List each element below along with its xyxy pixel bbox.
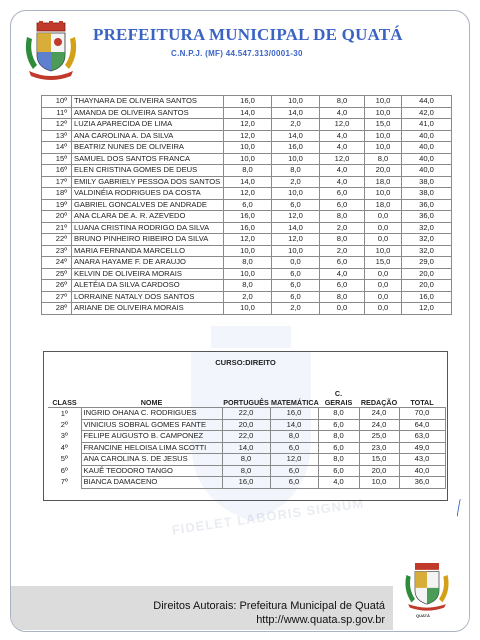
- name-cell: ALETÉIA DA SILVA CARDOSO: [72, 280, 224, 292]
- table-row: [48, 454, 445, 466]
- score-cell: 14,0: [272, 222, 320, 234]
- score-cell: 22,0: [222, 408, 270, 420]
- score-cell: 12,0: [272, 234, 320, 246]
- score-cell: 6,0: [320, 188, 365, 200]
- total-cell: 63,0: [399, 431, 445, 443]
- score-cell: 8,0: [318, 431, 359, 443]
- header-total: TOTAL: [410, 398, 434, 407]
- table-row: [42, 268, 452, 280]
- score-cell: 6,0: [320, 280, 365, 292]
- score-cell: 16,0: [272, 142, 320, 154]
- score-cell: 24,0: [359, 408, 399, 420]
- header-nome: NOME: [140, 398, 163, 407]
- total-cell: 16,0: [402, 291, 452, 303]
- score-cell: 0,0: [365, 268, 402, 280]
- table-row: [42, 96, 452, 108]
- score-cell: 8,0: [224, 257, 272, 269]
- score-cell: 8,0: [320, 211, 365, 223]
- score-cell: 12,0: [272, 211, 320, 223]
- score-cell: 6,0: [318, 419, 359, 431]
- score-cell: 4,0: [320, 107, 365, 119]
- score-cell: 14,0: [270, 419, 318, 431]
- header-class: CLASS: [52, 398, 77, 407]
- score-cell: 10,0: [272, 153, 320, 165]
- total-cell: 29,0: [402, 257, 452, 269]
- document-frame: [10, 10, 470, 632]
- score-cell: 12,0: [320, 119, 365, 131]
- score-cell: 14,0: [222, 442, 270, 454]
- name-cell: ANA CAROLINA A. DA SILVA: [72, 130, 224, 142]
- score-cell: 4,0: [320, 165, 365, 177]
- score-cell: 14,0: [272, 130, 320, 142]
- name-cell: BIANCA DAMACENO: [81, 477, 222, 489]
- name-cell: LUZIA APARECIDA DE LIMA: [72, 119, 224, 131]
- score-cell: 18,0: [365, 199, 402, 211]
- pen-mark: [456, 499, 463, 517]
- name-cell: SAMUEL DOS SANTOS FRANCA: [72, 153, 224, 165]
- header-cgerais-line2: GERAIS: [324, 398, 353, 407]
- header-redacao: REDAÇÃO: [360, 398, 398, 407]
- total-cell: 36,0: [402, 199, 452, 211]
- score-cell: 4,0: [320, 130, 365, 142]
- table-row: [48, 408, 445, 420]
- score-cell: 10,0: [224, 142, 272, 154]
- rank-cell: 23º: [42, 245, 72, 257]
- footer-crest-icon: [403, 561, 451, 613]
- score-cell: 16,0: [224, 211, 272, 223]
- total-cell: 12,0: [402, 303, 452, 315]
- rank-cell: 28º: [42, 303, 72, 315]
- score-cell: 10,0: [365, 142, 402, 154]
- score-cell: 23,0: [359, 442, 399, 454]
- score-cell: 6,0: [272, 280, 320, 292]
- table-row: [42, 280, 452, 292]
- score-cell: 22,0: [222, 431, 270, 443]
- page-title: PREFEITURA MUNICIPAL DE QUATÁ: [93, 25, 403, 44]
- score-cell: 6,0: [318, 442, 359, 454]
- table-row: [42, 107, 452, 119]
- footer-crest-caption: QUATÁ: [416, 613, 430, 618]
- score-cell: 4,0: [320, 142, 365, 154]
- score-cell: 6,0: [272, 268, 320, 280]
- score-cell: 2,0: [320, 222, 365, 234]
- name-cell: GABRIEL GONCALVES DE ANDRADE: [72, 199, 224, 211]
- rank-cell: 16º: [42, 165, 72, 177]
- rank-cell: 26º: [42, 280, 72, 292]
- rank-cell: 13º: [42, 130, 72, 142]
- rank-cell: 18º: [42, 188, 72, 200]
- total-cell: 36,0: [402, 211, 452, 223]
- score-cell: 10,0: [365, 107, 402, 119]
- total-cell: 64,0: [399, 419, 445, 431]
- rank-cell: 22º: [42, 234, 72, 246]
- name-cell: EMILY GABRIELY PESSOA DOS SANTOS: [72, 176, 224, 188]
- score-cell: 2,0: [272, 303, 320, 315]
- score-cell: 10,0: [224, 245, 272, 257]
- name-cell: LORRAINE NATALY DOS SANTOS: [72, 291, 224, 303]
- score-cell: 6,0: [270, 477, 318, 489]
- score-cell: 2,0: [320, 245, 365, 257]
- score-cell: 8,0: [270, 431, 318, 443]
- score-cell: 8,0: [320, 291, 365, 303]
- score-cell: 10,0: [365, 130, 402, 142]
- name-cell: MARIA FERNANDA MARCELLO: [72, 245, 224, 257]
- table-row: [42, 119, 452, 131]
- score-cell: 14,0: [224, 107, 272, 119]
- table-row: [42, 222, 452, 234]
- score-cell: 6,0: [224, 199, 272, 211]
- score-cell: 8,0: [365, 153, 402, 165]
- name-cell: BRUNO PINHEIRO RIBEIRO DA SILVA: [72, 234, 224, 246]
- name-cell: ANARA HAYAME F. DE ARAUJO: [72, 257, 224, 269]
- table-row: [42, 291, 452, 303]
- score-cell: 4,0: [318, 477, 359, 489]
- score-cell: 25,0: [359, 431, 399, 443]
- score-cell: 8,0: [224, 165, 272, 177]
- score-cell: 10,0: [272, 245, 320, 257]
- watermark-motto: FIDELET LABORIS SIGNUM: [170, 495, 365, 538]
- name-cell: ANA CLARA DE A. R. AZEVEDO: [72, 211, 224, 223]
- rank-cell: 21º: [42, 222, 72, 234]
- score-cell: 6,0: [270, 465, 318, 477]
- table-row: [42, 257, 452, 269]
- score-cell: 14,0: [224, 176, 272, 188]
- score-cell: 15,0: [365, 119, 402, 131]
- score-cell: 0,0: [365, 222, 402, 234]
- score-cell: 16,0: [224, 96, 272, 108]
- score-cell: 6,0: [272, 199, 320, 211]
- rank-cell: 7º: [48, 477, 81, 489]
- score-cell: 4,0: [320, 268, 365, 280]
- total-cell: 40,0: [402, 153, 452, 165]
- rank-cell: 25º: [42, 268, 72, 280]
- score-cell: 8,0: [224, 280, 272, 292]
- score-cell: 10,0: [224, 153, 272, 165]
- score-cell: 0,0: [365, 280, 402, 292]
- score-cell: 6,0: [320, 257, 365, 269]
- score-cell: 6,0: [318, 465, 359, 477]
- rank-cell: 12º: [42, 119, 72, 131]
- rank-cell: 24º: [42, 257, 72, 269]
- score-cell: 10,0: [365, 245, 402, 257]
- table-row: [42, 188, 452, 200]
- table-row: [48, 465, 445, 477]
- table-row: [42, 303, 452, 315]
- table-row: [48, 477, 445, 489]
- score-cell: 2,0: [224, 291, 272, 303]
- score-cell: 16,0: [224, 222, 272, 234]
- rank-cell: 5º: [48, 454, 81, 466]
- total-cell: 42,0: [402, 107, 452, 119]
- table-row: [42, 130, 452, 142]
- score-cell: 8,0: [222, 465, 270, 477]
- total-cell: 40,0: [402, 142, 452, 154]
- score-cell: 8,0: [320, 234, 365, 246]
- score-cell: 18,0: [365, 176, 402, 188]
- score-cell: 0,0: [272, 257, 320, 269]
- total-cell: 20,0: [402, 280, 452, 292]
- table-row: [42, 234, 452, 246]
- total-cell: 32,0: [402, 234, 452, 246]
- total-cell: 40,0: [402, 165, 452, 177]
- rank-cell: 20º: [42, 211, 72, 223]
- footer-bar: [11, 586, 393, 630]
- header-cgerais: [318, 389, 359, 408]
- cnpj-label: C.N.P.J. (MF) 44.547.313/0001-30: [171, 49, 303, 58]
- score-cell: 20,0: [365, 165, 402, 177]
- city-crest-icon: [23, 21, 79, 81]
- score-cell: 15,0: [365, 257, 402, 269]
- score-cell: 4,0: [320, 176, 365, 188]
- score-cell: 10,0: [365, 96, 402, 108]
- score-cell: 12,0: [320, 153, 365, 165]
- total-cell: 20,0: [402, 268, 452, 280]
- score-cell: 20,0: [222, 419, 270, 431]
- table-row: [48, 442, 445, 454]
- name-cell: FELIPE AUGUSTO B. CAMPONEZ: [81, 431, 222, 443]
- rank-cell: 4º: [48, 442, 81, 454]
- name-cell: INGRID OHANA C. RODRIGUES: [81, 408, 222, 420]
- score-cell: 6,0: [272, 291, 320, 303]
- footer-url[interactable]: http://www.quata.sp.gov.br: [256, 614, 385, 626]
- score-cell: 12,0: [224, 130, 272, 142]
- total-cell: 40,0: [399, 465, 445, 477]
- total-cell: 44,0: [402, 96, 452, 108]
- name-cell: VINICIUS SOBRAL GOMES FANTE: [81, 419, 222, 431]
- name-cell: KELVIN DE OLIVEIRA MORAIS: [72, 268, 224, 280]
- score-cell: 12,0: [224, 119, 272, 131]
- total-cell: 36,0: [399, 477, 445, 489]
- total-cell: 32,0: [402, 222, 452, 234]
- name-cell: VALDINÉIA RODRIGUES DA COSTA: [72, 188, 224, 200]
- score-cell: 10,0: [224, 268, 272, 280]
- table-row: [42, 165, 452, 177]
- name-cell: ELEN CRISTINA GOMES DE DEUS: [72, 165, 224, 177]
- total-cell: 40,0: [402, 130, 452, 142]
- total-cell: 49,0: [399, 442, 445, 454]
- score-cell: 16,0: [270, 408, 318, 420]
- name-cell: AMANDA DE OLIVEIRA SANTOS: [72, 107, 224, 119]
- score-cell: 20,0: [359, 465, 399, 477]
- score-cell: 2,0: [272, 176, 320, 188]
- score-cell: 24,0: [359, 419, 399, 431]
- table-row: [42, 199, 452, 211]
- score-cell: 12,0: [270, 454, 318, 466]
- ranking-table: [41, 95, 452, 315]
- direito-table: [48, 389, 446, 489]
- name-cell: ANA CAROLINA S. DE JESUS: [81, 454, 222, 466]
- table-row: [42, 142, 452, 154]
- total-cell: 38,0: [402, 176, 452, 188]
- name-cell: KAUÊ TEODORO TANGO: [81, 465, 222, 477]
- score-cell: 14,0: [272, 107, 320, 119]
- score-cell: 2,0: [272, 119, 320, 131]
- table-row: [48, 431, 445, 443]
- section-title: CURSO:DIREITO: [215, 358, 276, 367]
- score-cell: 0,0: [365, 303, 402, 315]
- total-cell: 43,0: [399, 454, 445, 466]
- rank-cell: 17º: [42, 176, 72, 188]
- name-cell: LUANA CRISTINA RODRIGO DA SILVA: [72, 222, 224, 234]
- rank-cell: 2º: [48, 419, 81, 431]
- table-row: [48, 419, 445, 431]
- score-cell: 0,0: [320, 303, 365, 315]
- rank-cell: 6º: [48, 465, 81, 477]
- rank-cell: 15º: [42, 153, 72, 165]
- score-cell: 8,0: [318, 454, 359, 466]
- rank-cell: 3º: [48, 431, 81, 443]
- score-cell: 8,0: [272, 165, 320, 177]
- score-cell: 6,0: [270, 442, 318, 454]
- total-cell: 41,0: [402, 119, 452, 131]
- score-cell: 12,0: [224, 188, 272, 200]
- name-cell: ARIANE DE OLIVEIRA MORAIS: [72, 303, 224, 315]
- total-cell: 38,0: [402, 188, 452, 200]
- name-cell: FRANCINE HELOISA LIMA SCOTTI: [81, 442, 222, 454]
- score-cell: 10,0: [272, 96, 320, 108]
- name-cell: BEATRIZ NUNES DE OLIVEIRA: [72, 142, 224, 154]
- score-cell: 6,0: [320, 199, 365, 211]
- table-row: [42, 153, 452, 165]
- name-cell: THAYNARA DE OLIVEIRA SANTOS: [72, 96, 224, 108]
- total-cell: 32,0: [402, 245, 452, 257]
- footer-copyright: Direitos Autorais: Prefeitura Municipal de Quatá: [153, 600, 385, 612]
- score-cell: 16,0: [222, 477, 270, 489]
- rank-cell: 1º: [48, 408, 81, 420]
- rank-cell: 11º: [42, 107, 72, 119]
- table-row: [42, 245, 452, 257]
- table-row: [42, 176, 452, 188]
- rank-cell: 10º: [42, 96, 72, 108]
- score-cell: 0,0: [365, 291, 402, 303]
- score-cell: 10,0: [365, 188, 402, 200]
- table-row: [42, 211, 452, 223]
- direito-section: [43, 351, 448, 501]
- score-cell: 10,0: [359, 477, 399, 489]
- score-cell: 8,0: [318, 408, 359, 420]
- score-cell: 10,0: [272, 188, 320, 200]
- score-cell: 10,0: [224, 303, 272, 315]
- score-cell: 8,0: [222, 454, 270, 466]
- rank-cell: 19º: [42, 199, 72, 211]
- score-cell: 0,0: [365, 211, 402, 223]
- score-cell: 8,0: [320, 96, 365, 108]
- score-cell: 12,0: [224, 234, 272, 246]
- header-matematica: MATEMÁTICA: [271, 398, 319, 407]
- total-cell: 70,0: [399, 408, 445, 420]
- header-cgerais-line1: C.: [334, 389, 343, 398]
- score-cell: 15,0: [359, 454, 399, 466]
- header-portugues: PORTUGUÊS: [223, 398, 269, 407]
- score-cell: 0,0: [365, 234, 402, 246]
- rank-cell: 27º: [42, 291, 72, 303]
- rank-cell: 14º: [42, 142, 72, 154]
